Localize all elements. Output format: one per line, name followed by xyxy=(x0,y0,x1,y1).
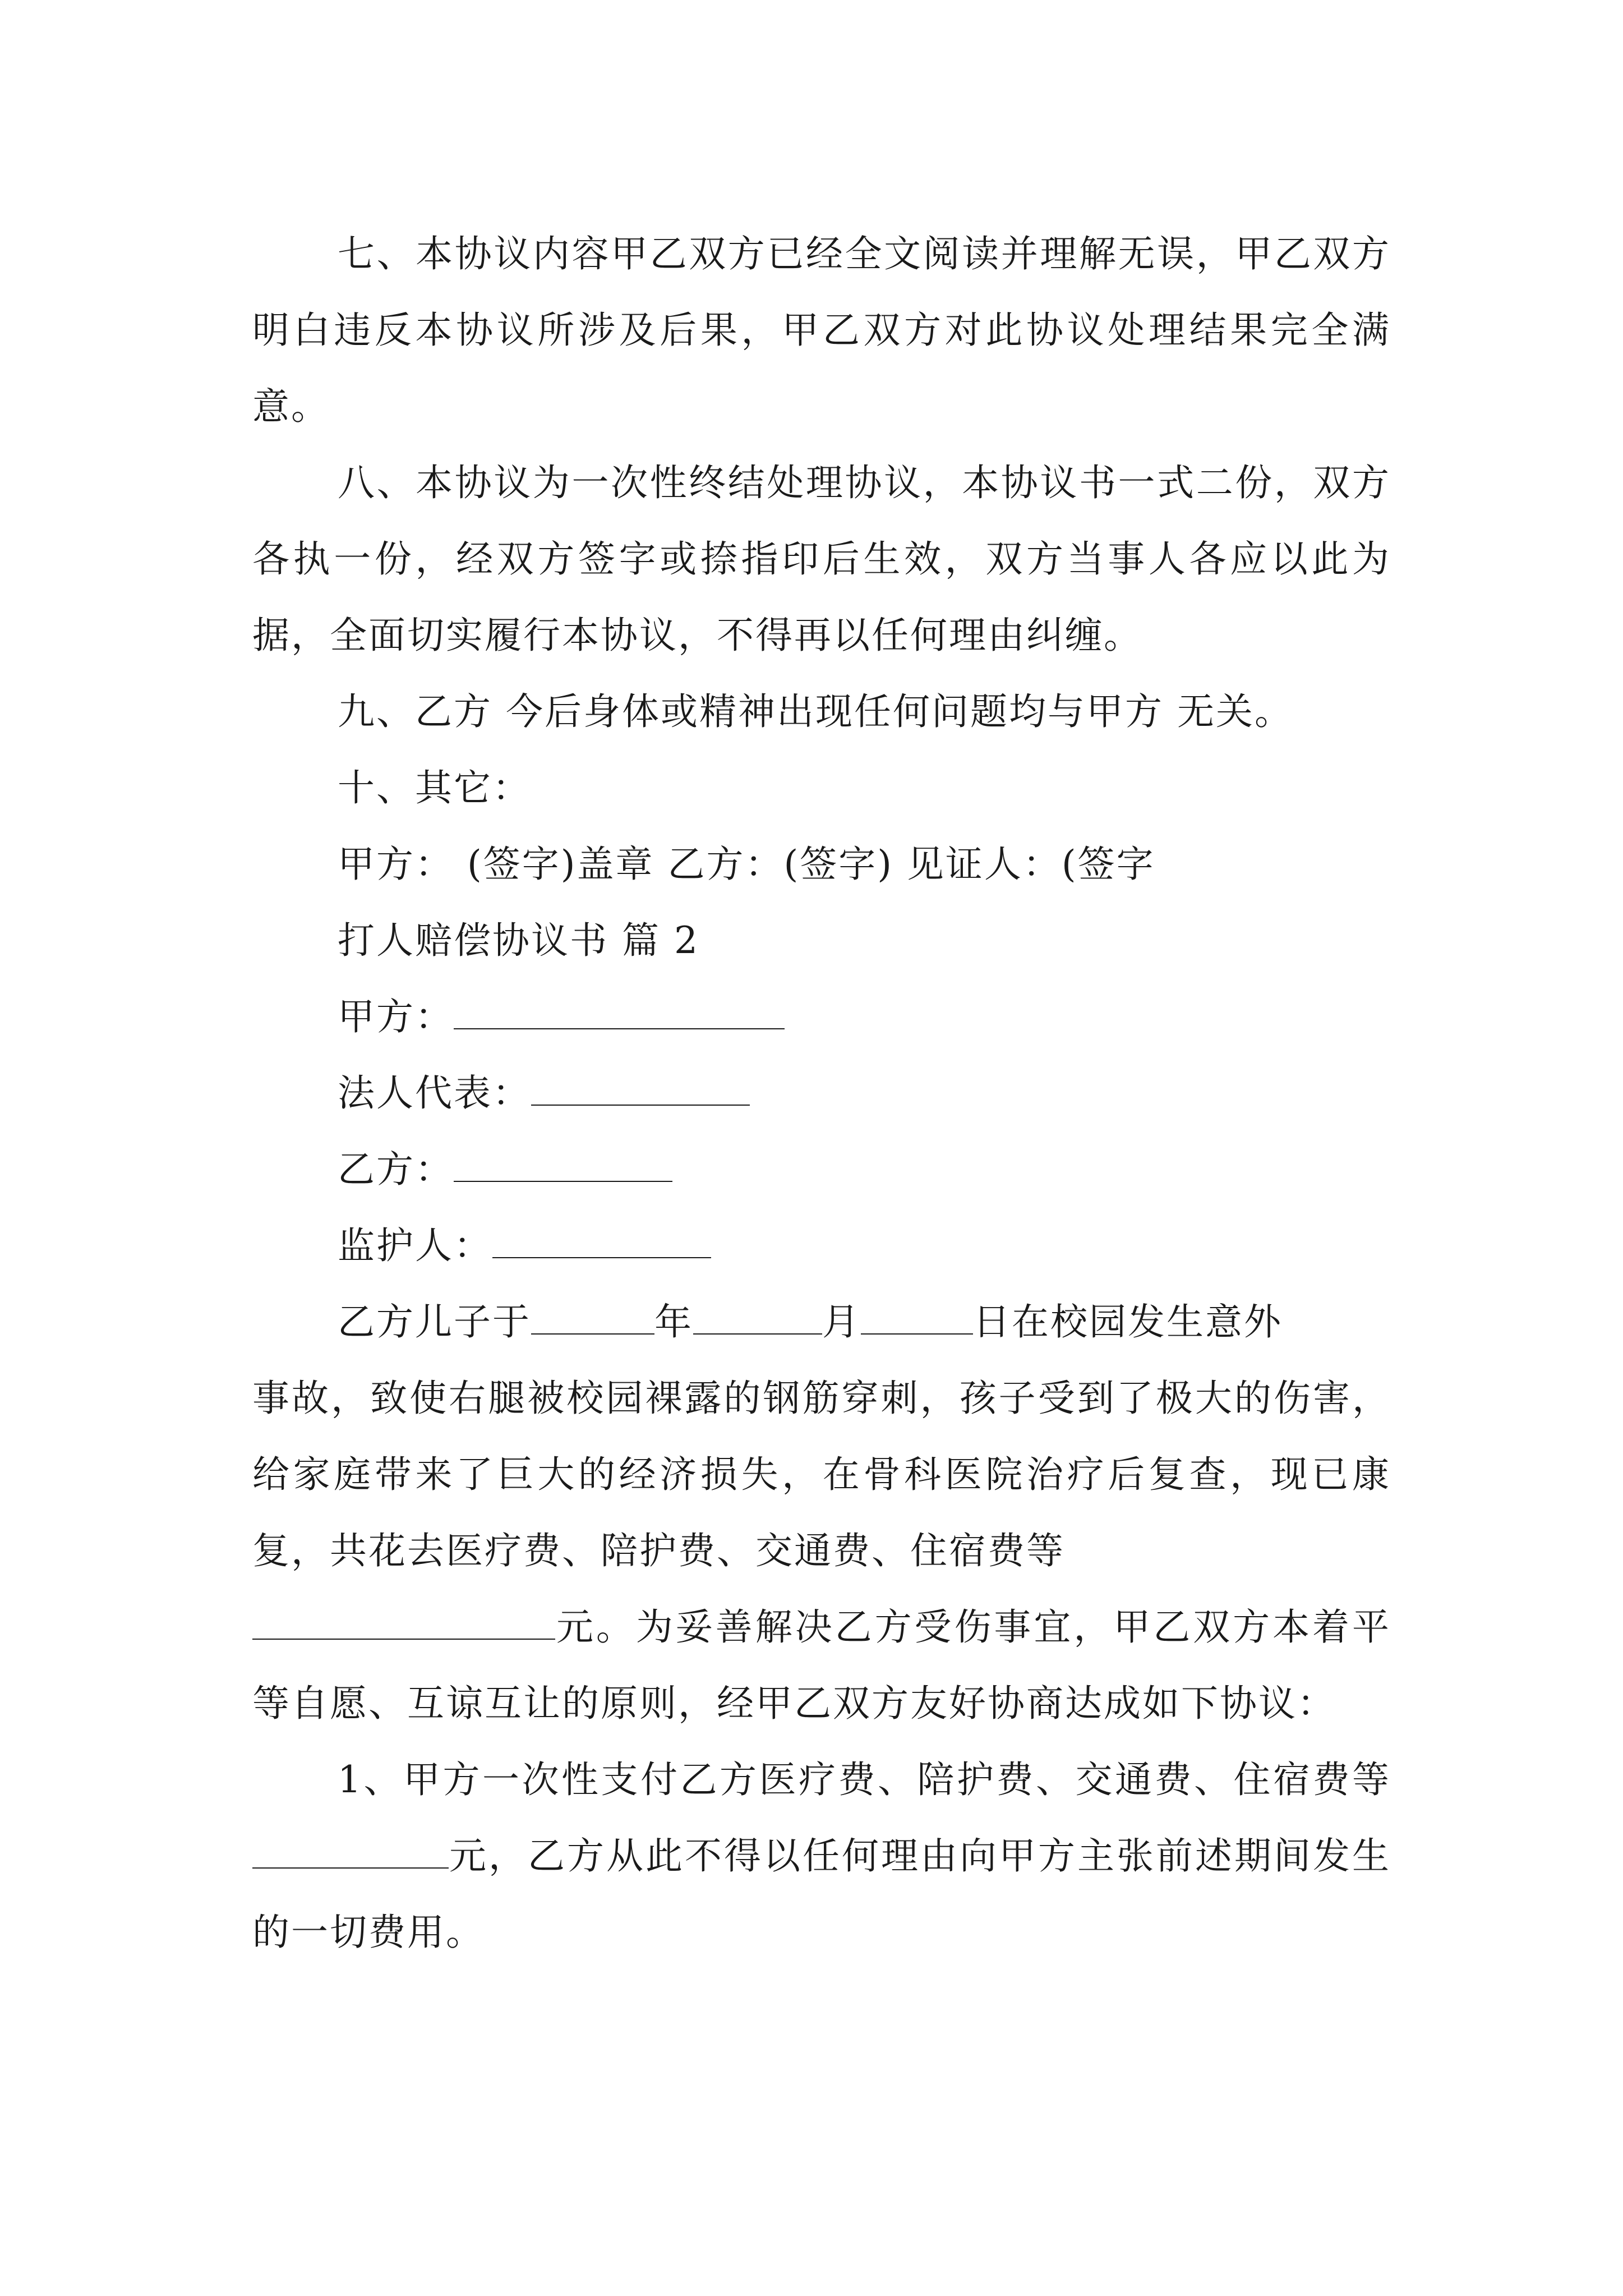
day-blank[interactable] xyxy=(861,1301,973,1335)
incident-body: 事故，致使右腿被校园裸露的钢筋穿刺，孩子受到了极大的伤害，给家庭带来了巨大的经济损失，在骨科医院治疗后复查，现已康复，共花去医疗费、陪护费、交通费、住宿费等 xyxy=(252,1377,1391,1572)
legal-rep-label: 法人代表： xyxy=(338,1071,531,1115)
legal-rep-row xyxy=(252,1055,1391,1131)
signature-line: 甲方： (签字)盖章 乙方：(签字) 见证人：(签字 xyxy=(338,843,1155,886)
clause-8: 八、本协议为一次性终结处理协议，本协议书一式二份，双方各执一份，经双方签字或捺指印后生效，双方当事人各应以此为据，全面切实履行本协议，不得再以任何理由纠缠。 xyxy=(252,461,1391,657)
amount-blank[interactable] xyxy=(252,1606,555,1640)
incident-rest-line1: 日在校园发生意外 xyxy=(973,1300,1283,1343)
guardian-row xyxy=(252,1208,1391,1284)
clause-10: 十、其它： xyxy=(338,766,531,809)
document-body xyxy=(252,216,1391,1971)
item-1 xyxy=(252,1742,1391,1971)
incident-after-text: 元。为妥善解决乙方受伤事宜，甲乙双方本着平等自愿、互谅互让的原则，经甲乙双方友好协商达成如下协议： xyxy=(252,1605,1391,1725)
clause-9: 九、乙方 今后身体或精神出现任何问题均与甲方 无关。 xyxy=(338,690,1293,733)
item-1-start: 1、甲方一次性支付乙方医疗费、陪护费、交通费、住宿费等 xyxy=(338,1758,1391,1801)
year-label: 年 xyxy=(654,1300,693,1343)
year-blank[interactable] xyxy=(531,1301,654,1335)
party-b-blank[interactable] xyxy=(454,1148,672,1182)
party-a-blank[interactable] xyxy=(454,996,785,1029)
guardian-label: 监护人： xyxy=(338,1224,492,1267)
party-a-label: 甲方： xyxy=(338,995,454,1038)
incident-first-line xyxy=(252,1284,1391,1360)
legal-rep-blank[interactable] xyxy=(531,1072,750,1106)
party-a-row xyxy=(252,979,1391,1055)
clause-7: 七、本协议内容甲乙双方已经全文阅读并理解无误，甲乙双方明白违反本协议所涉及后果，甲乙双方对此协议处理结果完全满意。 xyxy=(252,232,1391,428)
party-b-label: 乙方： xyxy=(338,1148,454,1191)
month-label: 月 xyxy=(822,1300,861,1343)
item-1-rest: 元，乙方从此不得以任何理由向甲方主张前述期间发生的一切费用。 xyxy=(252,1834,1391,1954)
section-title: 打人赔偿协议书 篇 2 xyxy=(338,919,699,962)
month-blank[interactable] xyxy=(693,1301,822,1335)
incident-after-amount xyxy=(252,1589,1391,1742)
fee-blank[interactable] xyxy=(252,1835,449,1869)
incident-start: 乙方儿子于 xyxy=(338,1300,531,1343)
party-b-row xyxy=(252,1131,1391,1208)
guardian-blank[interactable] xyxy=(492,1225,711,1258)
